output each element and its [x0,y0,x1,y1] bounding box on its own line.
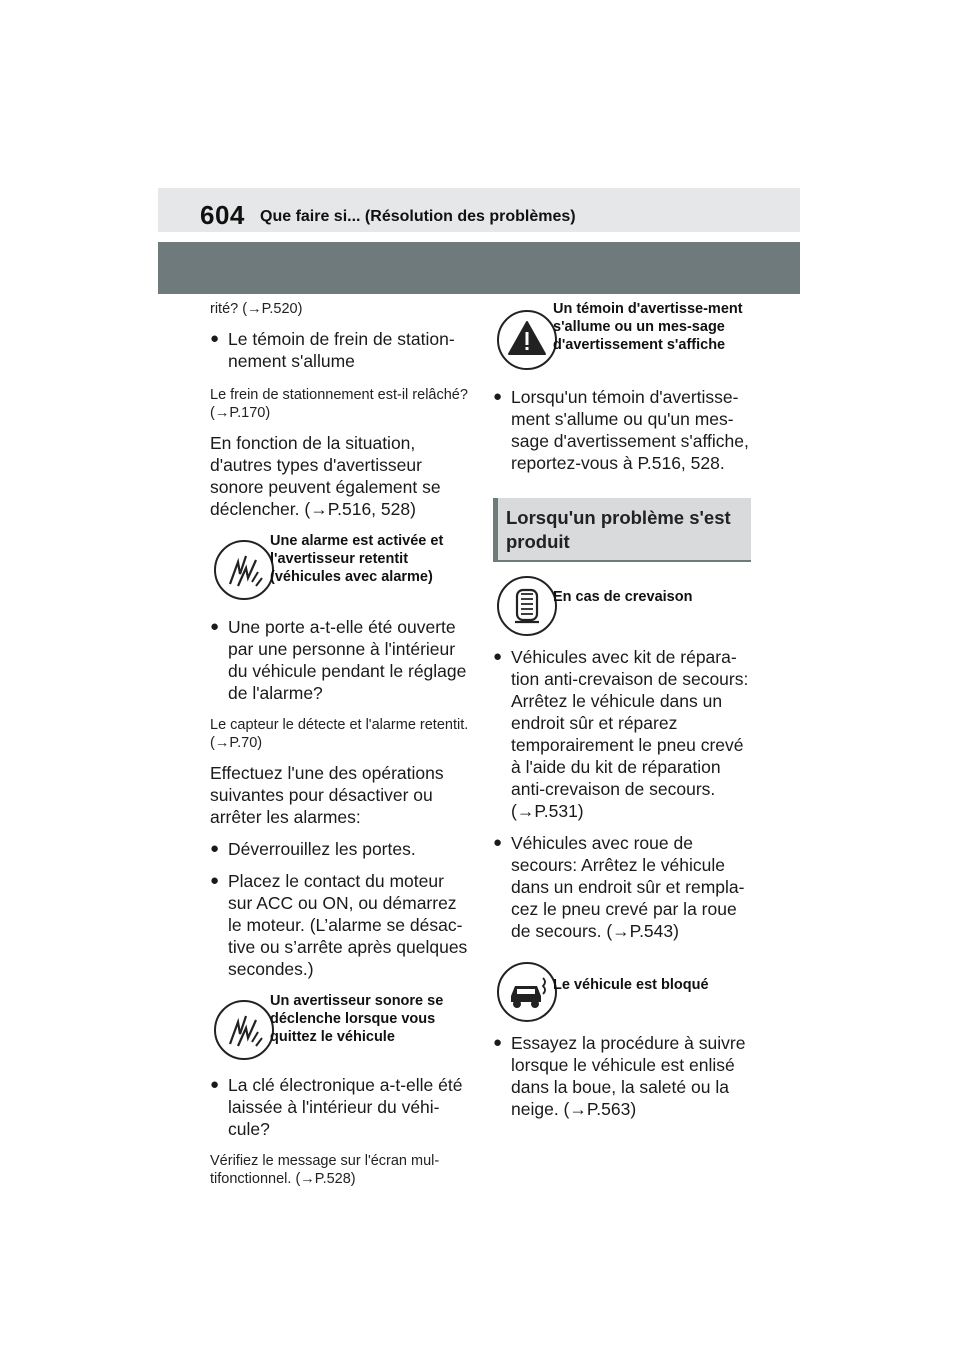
icon-label: Un avertisseur sonore se déclenche lorsque vous quittez le véhicule [270,993,444,1045]
section-heading: Lorsqu'un problème s'est produit [506,507,731,552]
bullet-text: Lorsqu'un témoin d'avertisse-ment s'allume ou qu'un mes-sage d'avertissement s'affiche, reportez-vous à P.516, 528. [511,387,749,473]
warning-triangle-icon [497,310,557,370]
alarm-heading [210,532,470,610]
left-column [210,300,470,1188]
bullet-item: ● Véhicules avec kit de répara-tion anti-crevaison de secours: Arrêtez le véhicule dans un endroit sûr et réparez temporairement le pneu crevé à l'aide du kit de réparation anti-crevaison de secours. (→P.531) [493,647,749,821]
bullet-item: ● Une porte a-t-elle été ouverte par une personne à l'intérieur du véhicule pendant le réglage de l'alarme? [210,617,467,703]
bullet-item: ● Essayez la procédure à suivre lorsque le véhicule est enlisé dans la boue, la saleté ou la neige. (→P.563) [493,1033,746,1119]
paragraph: Effectuez l'une des opérations suivantes pour désactiver ou arrêter les alarmes: [210,763,444,827]
section-heading-box [493,498,751,562]
warning-heading [493,300,753,376]
flat-tire-heading [493,576,753,636]
chapter-title: Que faire si... (Résolution des problèmes) [260,208,576,225]
icon-label: Une alarme est activée et l'avertisseur retentit (véhicules avec alarme) [270,533,444,585]
stuck-vehicle-icon [497,962,557,1022]
icon-label: Un témoin d'avertisse-ment s'allume ou un mes-sage d'avertissement s'affiche [553,301,743,353]
paragraph: Le capteur le détecte et l'alarme retentit. (→P.70) [210,717,469,751]
alarm-horn-icon [214,1000,274,1060]
bullet-item: ● Déverrouillez les portes. [210,839,416,859]
section-band [158,242,800,294]
paragraph: rité? (→P.520) [210,301,303,317]
bullet-text: Véhicules avec kit de répara-tion anti-crevaison de secours: Arrêtez le véhicule dans un endroit sûr et réparez temporairement le pneu crevé à l'aide du kit de réparation anti-crevaison de secours. (→P.531) [511,647,749,821]
flat-tire-icon [497,576,557,636]
horn-leave-heading [210,992,470,1070]
bullet-item: ● Lorsqu'un témoin d'avertisse-ment s'allume ou qu'un mes-sage d'avertissement s'affiche, reportez-vous à P.516, 528. [493,387,749,473]
bullet-item: ● Placez le contact du moteur sur ACC ou ON, ou démarrez le moteur. (L’alarme se désac-tive ou s’arrête après quelques secondes.) [210,871,468,979]
bullet-text: Placez le contact du moteur sur ACC ou ON, ou démarrez le moteur. (L’alarme se désac-tive ou s’arrête après quelques secondes.) [228,871,468,979]
stuck-heading [493,962,753,1022]
icon-label: Le véhicule est bloqué [553,977,709,993]
right-column [493,300,753,1120]
alarm-horn-icon [214,540,274,600]
bullet-item: ● Véhicules avec roue de secours: Arrêtez le véhicule dans un endroit sûr et rempla-cez le pneu crevé par la roue de secours. (→P.543) [493,833,745,941]
bullet-text: Le témoin de frein de station-nement s'allume [228,329,455,371]
bullet-item: ● La clé électronique a-t-elle été laissée à l'intérieur du véhi-cule? [210,1075,463,1139]
icon-label: En cas de crevaison [553,589,693,605]
bullet-text: Déverrouillez les portes. [228,839,416,859]
page-number: 604 [200,200,245,230]
paragraph: En fonction de la situation, d'autres types d'avertisseur sonore peuvent également se déclencher. (→P.516, 528) [210,433,441,519]
bullet-text: La clé électronique a-t-elle été laissée à l'intérieur du véhi-cule? [228,1075,463,1139]
bullet-text: Essayez la procédure à suivre lorsque le véhicule est enlisé dans la boue, la saleté ou la neige. (→P.563) [511,1033,746,1119]
paragraph: Vérifiez le message sur l'écran mul-tifonctionnel. (→P.528) [210,1153,440,1187]
paragraph: Le frein de stationnement est-il relâché? (→P.170) [210,387,468,421]
bullet-text: Véhicules avec roue de secours: Arrêtez le véhicule dans un endroit sûr et rempla-cez le pneu crevé par la roue de secours. (→P.543) [511,833,745,941]
bullet-text: Une porte a-t-elle été ouverte par une personne à l'intérieur du véhicule pendant le réglage de l'alarme? [228,617,467,703]
bullet-item: ● Le témoin de frein de station-nement s'allume [210,329,455,371]
